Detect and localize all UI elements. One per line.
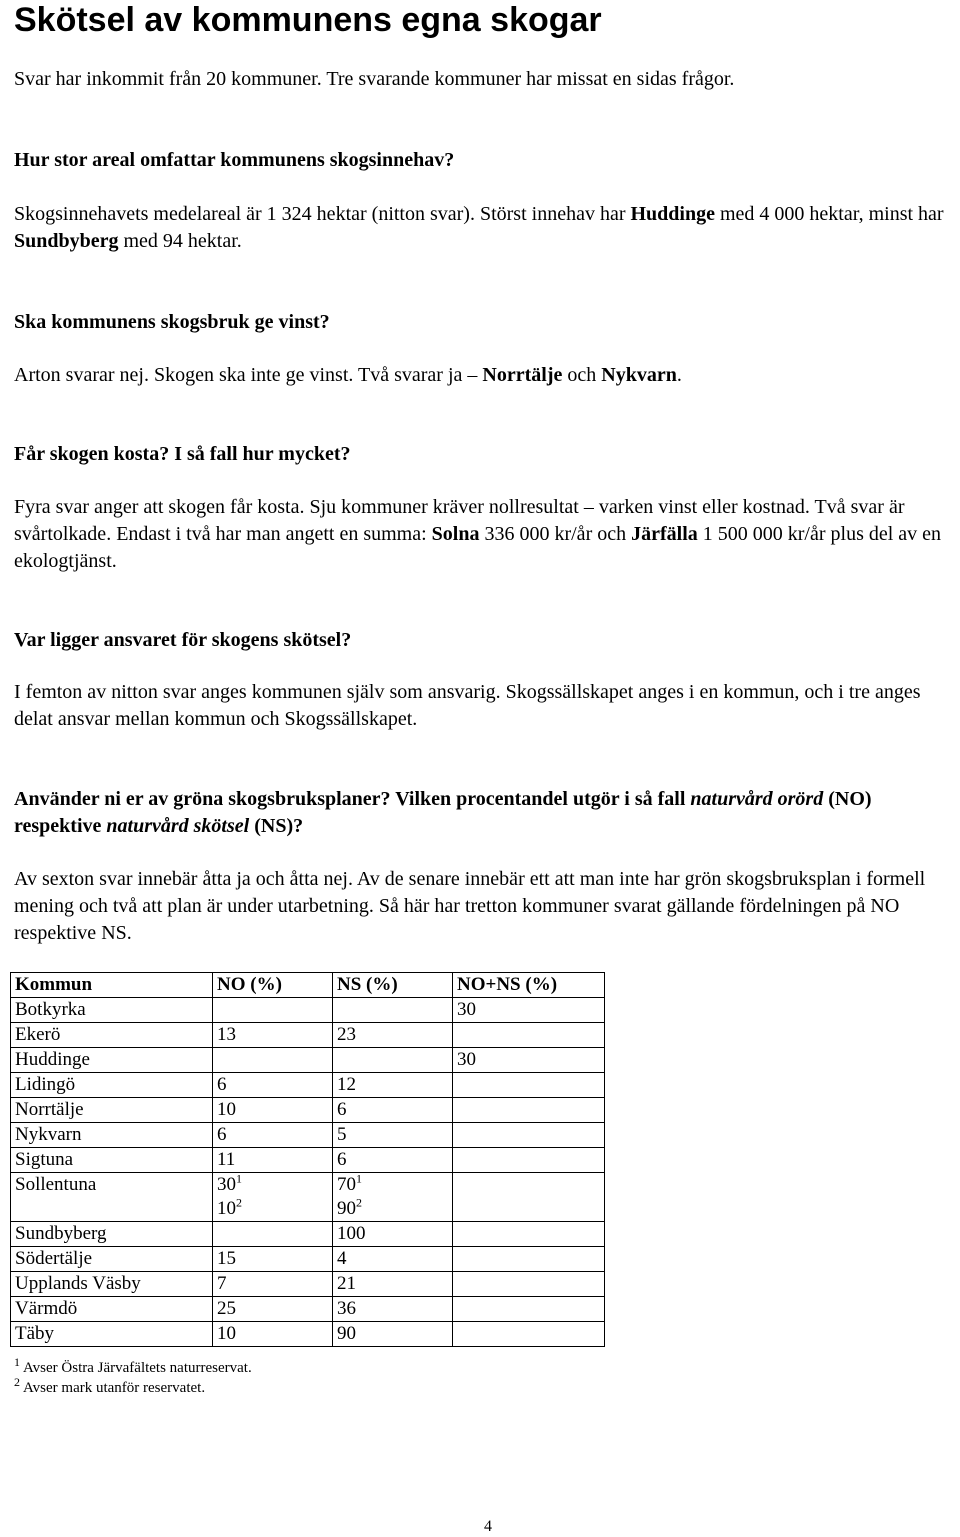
- table-cell: Nykvarn: [11, 1123, 213, 1148]
- table-row: [11, 1073, 605, 1098]
- table-cell: Botkyrka: [11, 998, 213, 1023]
- footnote: [14, 1355, 252, 1378]
- table-cell: [333, 998, 453, 1023]
- municipality-name: Sundbyberg: [14, 230, 119, 252]
- table-cell: [213, 998, 333, 1023]
- table-cell: Värmdö: [11, 1297, 213, 1322]
- answer-text: med 94 hektar.: [118, 230, 242, 252]
- table-cell: 10: [213, 1322, 333, 1347]
- answer-text: 336 000 kr/år och: [479, 523, 632, 545]
- table-cell: Lidingö: [11, 1073, 213, 1098]
- table-row: [11, 1123, 605, 1148]
- answer-text: med 4 000 hektar, minst har: [714, 203, 944, 225]
- table-cell: 23: [333, 1023, 453, 1048]
- question-term: naturvård skötsel: [106, 815, 250, 837]
- answer-text: och: [562, 364, 602, 386]
- table-cell: 5: [333, 1123, 453, 1148]
- table-row: [11, 1322, 605, 1347]
- table-row: [11, 1272, 605, 1297]
- table-cell: [213, 1048, 333, 1073]
- table-cell: Södertälje: [11, 1247, 213, 1272]
- page-number: 4: [484, 1518, 492, 1535]
- table-cell: 25: [213, 1297, 333, 1322]
- footnote-marker: 1: [236, 1171, 242, 1186]
- footnote-marker: 2: [14, 1375, 20, 1389]
- table-row: [11, 1023, 605, 1048]
- intro-text: Svar har inkommit från 20 kommuner. Tre svarande kommuner har missat en sidas frågor.: [14, 68, 735, 90]
- percentage-table: [10, 972, 605, 1347]
- question-profit: Ska kommunens skogsbruk ge vinst?: [14, 311, 330, 333]
- table-cell: 21: [333, 1272, 453, 1297]
- answer-green-plans: Av sexton svar innebär åtta ja och åtta nej. Av de senare innebär ett att man inte har grön skogsbruksplan i formell mening och två att plan är under utarbetning. Så här har tretton kommuner svarat gällande fördelningen på NO respektive NS.: [14, 868, 926, 944]
- table-cell: [453, 1148, 605, 1173]
- table-row: [11, 1247, 605, 1272]
- table-cell: [213, 1222, 333, 1247]
- answer-text: Fyra svar anger att skogen får kosta. Sju kommuner kräver nollresultat – varken vinst eller kostnad. Två svar är svårtolkade. Endast i två har man angett en summa:: [14, 496, 905, 545]
- column-header-kommun: Kommun: [11, 973, 213, 998]
- question-text: (NO) respektive: [14, 788, 872, 837]
- table-cell: Täby: [11, 1322, 213, 1347]
- table-cell: [453, 1247, 605, 1272]
- municipality-name: Järfälla: [631, 523, 698, 545]
- table-cell: 100: [333, 1222, 453, 1247]
- cell-value: 30: [217, 1174, 236, 1195]
- question-text: (NS)?: [249, 815, 304, 837]
- table-row: [11, 1098, 605, 1123]
- table-cell: Upplands Väsby: [11, 1272, 213, 1297]
- municipality-name: Norrtälje: [482, 364, 563, 386]
- answer-responsibility: I femton av nitton svar anges kommunen själv som ansvarig. Skogssällskapet anges i en kommun, och i tre anges delat ansvar mellan kommun och Skogssällskapet.: [14, 681, 921, 730]
- table-cell: [453, 1322, 605, 1347]
- table-cell: 13: [213, 1023, 333, 1048]
- answer-area: [14, 201, 954, 255]
- column-header-no-ns: NO+NS (%): [453, 973, 605, 998]
- answer-text: 1 500 000 kr/år plus del av en ekologtjänst.: [14, 523, 942, 572]
- cell-value: 10: [217, 1198, 236, 1219]
- table-cell: [453, 1173, 605, 1222]
- table-cell: Ekerö: [11, 1023, 213, 1048]
- table-cell: 6: [213, 1073, 333, 1098]
- table-cell: 12: [333, 1073, 453, 1098]
- table-row: [11, 1148, 605, 1173]
- question-term: naturvård orörd: [690, 788, 824, 810]
- table-cell: Sollentuna: [11, 1173, 213, 1222]
- footnote-marker: 2: [356, 1195, 362, 1210]
- question-area: Hur stor areal omfattar kommunens skogsinnehav?: [14, 149, 455, 171]
- table-cell: 30: [453, 1048, 605, 1073]
- question-text: Använder ni er av gröna skogsbruksplaner? Vilken procentandel utgör i så fall: [14, 788, 691, 810]
- footnote-text: Avser Östra Järvafältets naturreservat.: [22, 1360, 252, 1376]
- table-cell: Sundbyberg: [11, 1222, 213, 1247]
- answer-text: Arton svarar nej. Skogen ska inte ge vinst. Två svarar ja –: [14, 364, 483, 386]
- table-row: [11, 1048, 605, 1073]
- table-row: [11, 998, 605, 1023]
- table-cell: 4: [333, 1247, 453, 1272]
- table-cell: 30: [453, 998, 605, 1023]
- footnote-marker: 1: [356, 1171, 362, 1186]
- footnote-text: Avser mark utanför reservatet.: [22, 1380, 206, 1396]
- question-cost: Får skogen kosta? I så fall hur mycket?: [14, 443, 351, 465]
- answer-cost: [14, 494, 954, 575]
- table-cell: Sigtuna: [11, 1148, 213, 1173]
- footnote-marker: 1: [14, 1355, 20, 1369]
- footnote: [14, 1375, 206, 1398]
- question-green-plans: [14, 786, 954, 840]
- table-cell: Norrtälje: [11, 1098, 213, 1123]
- question-responsibility: Var ligger ansvaret för skogens skötsel?: [14, 629, 352, 651]
- table-cell: 6: [333, 1148, 453, 1173]
- cell-value: 90: [337, 1198, 356, 1219]
- municipality-name: Huddinge: [630, 203, 715, 225]
- table-cell: [213, 1173, 333, 1222]
- table-cell: [453, 1098, 605, 1123]
- cell-value: 70: [337, 1174, 356, 1195]
- table-cell: [453, 1272, 605, 1297]
- table-cell: 6: [213, 1123, 333, 1148]
- table-cell: 7: [213, 1272, 333, 1297]
- table-cell: [453, 1073, 605, 1098]
- table-row: [11, 1297, 605, 1322]
- table-cell: [453, 1023, 605, 1048]
- table-row: [11, 1222, 605, 1247]
- answer-text: .: [676, 364, 682, 386]
- table-header-row: [11, 973, 605, 998]
- page-title: Skötsel av kommunens egna skogar: [14, 1, 602, 39]
- answer-profit: [14, 362, 954, 389]
- table-cell: [333, 1048, 453, 1073]
- table-cell: 15: [213, 1247, 333, 1272]
- table-cell: 11: [213, 1148, 333, 1173]
- municipality-name: Nykvarn: [601, 364, 677, 386]
- answer-text: Skogsinnehavets medelareal är 1 324 hektar (nitton svar). Störst innehav har: [14, 203, 631, 225]
- table-cell: 90: [333, 1322, 453, 1347]
- column-header-ns: NS (%): [333, 973, 453, 998]
- table-cell: [333, 1173, 453, 1222]
- footnote-marker: 2: [236, 1195, 242, 1210]
- table-cell: 6: [333, 1098, 453, 1123]
- table-cell: [453, 1222, 605, 1247]
- table-cell: 10: [213, 1098, 333, 1123]
- table-cell: [453, 1123, 605, 1148]
- table-row: [11, 1173, 605, 1222]
- municipality-name: Solna: [431, 523, 480, 545]
- column-header-no: NO (%): [213, 973, 333, 998]
- table-cell: 36: [333, 1297, 453, 1322]
- table-cell: Huddinge: [11, 1048, 213, 1073]
- table-cell: [453, 1297, 605, 1322]
